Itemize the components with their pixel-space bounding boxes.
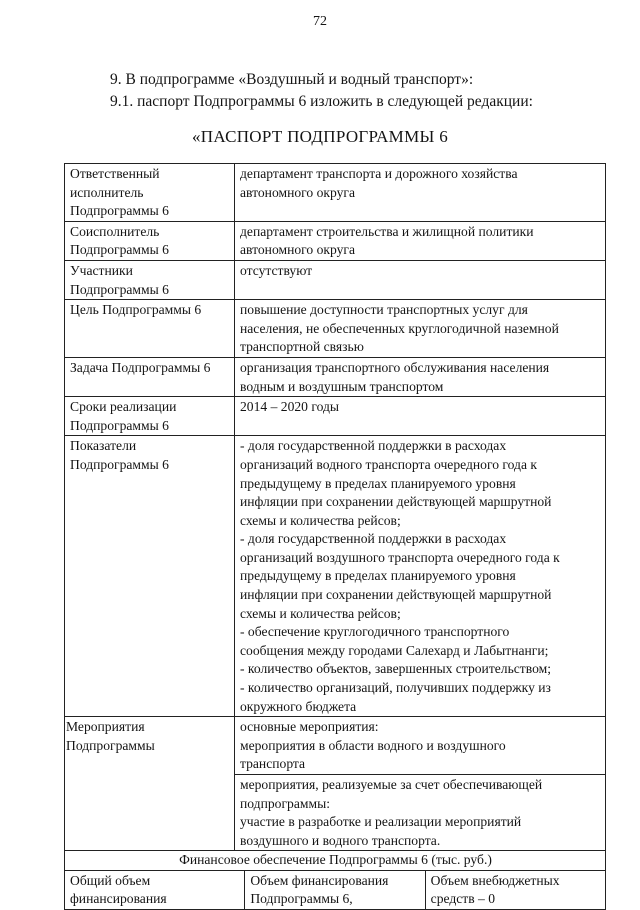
passport-value-line: организация транспортного обслуживания населения <box>240 359 550 375</box>
passport-row <box>65 357 606 396</box>
passport-value-line: повышение доступности транспортных услуг для <box>240 302 528 318</box>
passport-value-cell <box>235 397 606 436</box>
passport-value-line: схемы и количества рейсов; <box>240 512 401 528</box>
passport-value-line: сообщения между городами Салехард и Лабытнанги; <box>240 642 549 658</box>
passport-value-line: организаций воздушного транспорта очередного года к <box>240 549 560 565</box>
passport-row <box>65 397 606 436</box>
passport-label-cell <box>65 164 235 222</box>
passport-value-cell <box>235 221 606 260</box>
passport-label-line: Подпрограммы 6 <box>70 242 169 258</box>
passport-value-line: - доля государственной поддержки в расходах <box>240 438 507 454</box>
passport-value-line: департамент транспорта и дорожного хозяйства <box>240 166 518 181</box>
passport-label-cell <box>65 397 235 436</box>
passport-value-line: инфляции при сохранении действующей маршрутной <box>240 494 552 510</box>
passport-value-line: предыдущему в пределах планируемого уровня <box>240 568 516 584</box>
passport-value-line: департамент строительства и жилищной политики <box>240 223 534 239</box>
passport-label-line: Цель Подпрограммы 6 <box>70 302 202 318</box>
passport-value-cell <box>235 260 606 299</box>
passport-value-line: автономного округа <box>240 242 356 258</box>
measures-label-line: Мероприятия <box>66 719 145 735</box>
passport-label-line: Соисполнитель <box>70 223 160 239</box>
passport-value-line: предыдущему в пределах планируемого уровня <box>240 475 516 491</box>
financing-header: Финансовое обеспечение Подпрограммы 6 (тыс. руб.) <box>65 851 606 871</box>
measures-supporting-line: мероприятия, реализуемые за счет обеспечивающей <box>240 777 543 792</box>
intro-line-1: 9. В подпрограмме «Воздушный и водный транспорт»: <box>110 71 474 88</box>
passport-label-line: Задача Подпрограммы 6 <box>70 359 211 375</box>
passport-row <box>65 300 606 358</box>
passport-label-line: Подпрограммы 6 <box>70 203 169 219</box>
page-number: 72 <box>313 14 327 29</box>
intro-line-2: 9.1. паспорт Подпрограммы 6 изложить в следующей редакции: <box>110 93 533 110</box>
measures-main-cell <box>235 717 606 775</box>
passport-row <box>65 260 606 299</box>
financing-columns-row <box>65 870 606 909</box>
financing-subprogram-line: Подпрограммы 6, <box>250 891 353 907</box>
passport-label-line: Подпрограммы 6 <box>70 456 169 472</box>
passport-value-line: водным и воздушным транспортом <box>240 378 444 394</box>
passport-row <box>65 436 606 717</box>
passport-value-line: 2014 – 2020 годы <box>240 399 340 415</box>
passport-value-line: транспортной связью <box>240 339 364 355</box>
passport-label-line: исполнитель <box>70 184 144 200</box>
measures-label-cell <box>65 717 235 851</box>
financing-header-row <box>65 851 606 871</box>
passport-value-line: населения, не обеспеченных круглогодичной наземной <box>240 320 559 336</box>
passport-label-cell <box>65 436 235 717</box>
passport-value-line: - доля государственной поддержки в расходах <box>240 531 507 547</box>
measures-supporting-line: участие в разработке и реализации мероприятий <box>240 814 522 830</box>
passport-label-line: Сроки реализации <box>70 399 177 415</box>
passport-label-line: Ответственный <box>70 166 160 181</box>
passport-label-line: Подпрограммы 6 <box>70 281 169 297</box>
passport-value-cell <box>235 164 606 222</box>
financing-subprogram-cell <box>245 870 425 909</box>
financing-table <box>64 850 606 910</box>
passport-value-line: отсутствуют <box>240 262 313 278</box>
measures-main-line: мероприятия в области водного и воздушного <box>240 737 506 753</box>
financing-total-line: финансирования <box>70 891 167 907</box>
financing-total-line: Общий объем <box>70 872 151 888</box>
passport-label-line: Показатели <box>70 438 137 454</box>
passport-label-line: Подпрограммы 6 <box>70 417 169 433</box>
document-title: «ПАСПОРТ ПОДПРОГРАММЫ 6 <box>191 127 448 146</box>
passport-value-line: организаций водного транспорта очередного года к <box>240 456 537 472</box>
measures-main-line: основные мероприятия: <box>240 719 379 735</box>
financing-total-cell <box>65 870 245 909</box>
measures-label-line: Подпрограммы <box>66 737 155 753</box>
passport-row <box>65 164 606 222</box>
measures-row <box>65 717 606 775</box>
passport-value-line: схемы и количества рейсов; <box>240 605 401 621</box>
passport-value-cell <box>235 436 606 717</box>
passport-value-line: автономного округа <box>240 184 356 200</box>
passport-label-cell <box>65 221 235 260</box>
measures-supporting-line: воздушного и водного транспорта. <box>240 832 441 848</box>
passport-label-line: Участники <box>70 262 133 278</box>
financing-extrabudget-line: средств – 0 <box>430 891 496 907</box>
passport-label-cell <box>65 300 235 358</box>
measures-supporting-cell <box>235 775 606 851</box>
passport-value-line: - количество организаций, получивших поддержку из <box>240 680 551 696</box>
passport-row <box>65 221 606 260</box>
passport-value-cell <box>235 300 606 358</box>
passport-value-line: - обеспечение круглогодичного транспортного <box>240 624 510 640</box>
financing-subprogram-line: Объем финансирования <box>250 872 389 888</box>
measures-supporting-line: подпрограммы: <box>240 795 330 811</box>
measures-main-line: транспорта <box>240 756 306 772</box>
passport-value-line: окружного бюджета <box>240 698 357 714</box>
passport-value-line: - количество объектов, завершенных строительством; <box>240 661 551 677</box>
passport-label-cell <box>65 357 235 396</box>
passport-value-cell <box>235 357 606 396</box>
passport-value-line: инфляции при сохранении действующей маршрутной <box>240 587 552 603</box>
financing-extrabudget-line: Объем внебюджетных <box>430 872 560 888</box>
passport-label-cell <box>65 260 235 299</box>
financing-extrabudget-cell <box>425 870 605 909</box>
passport-table <box>64 163 606 851</box>
